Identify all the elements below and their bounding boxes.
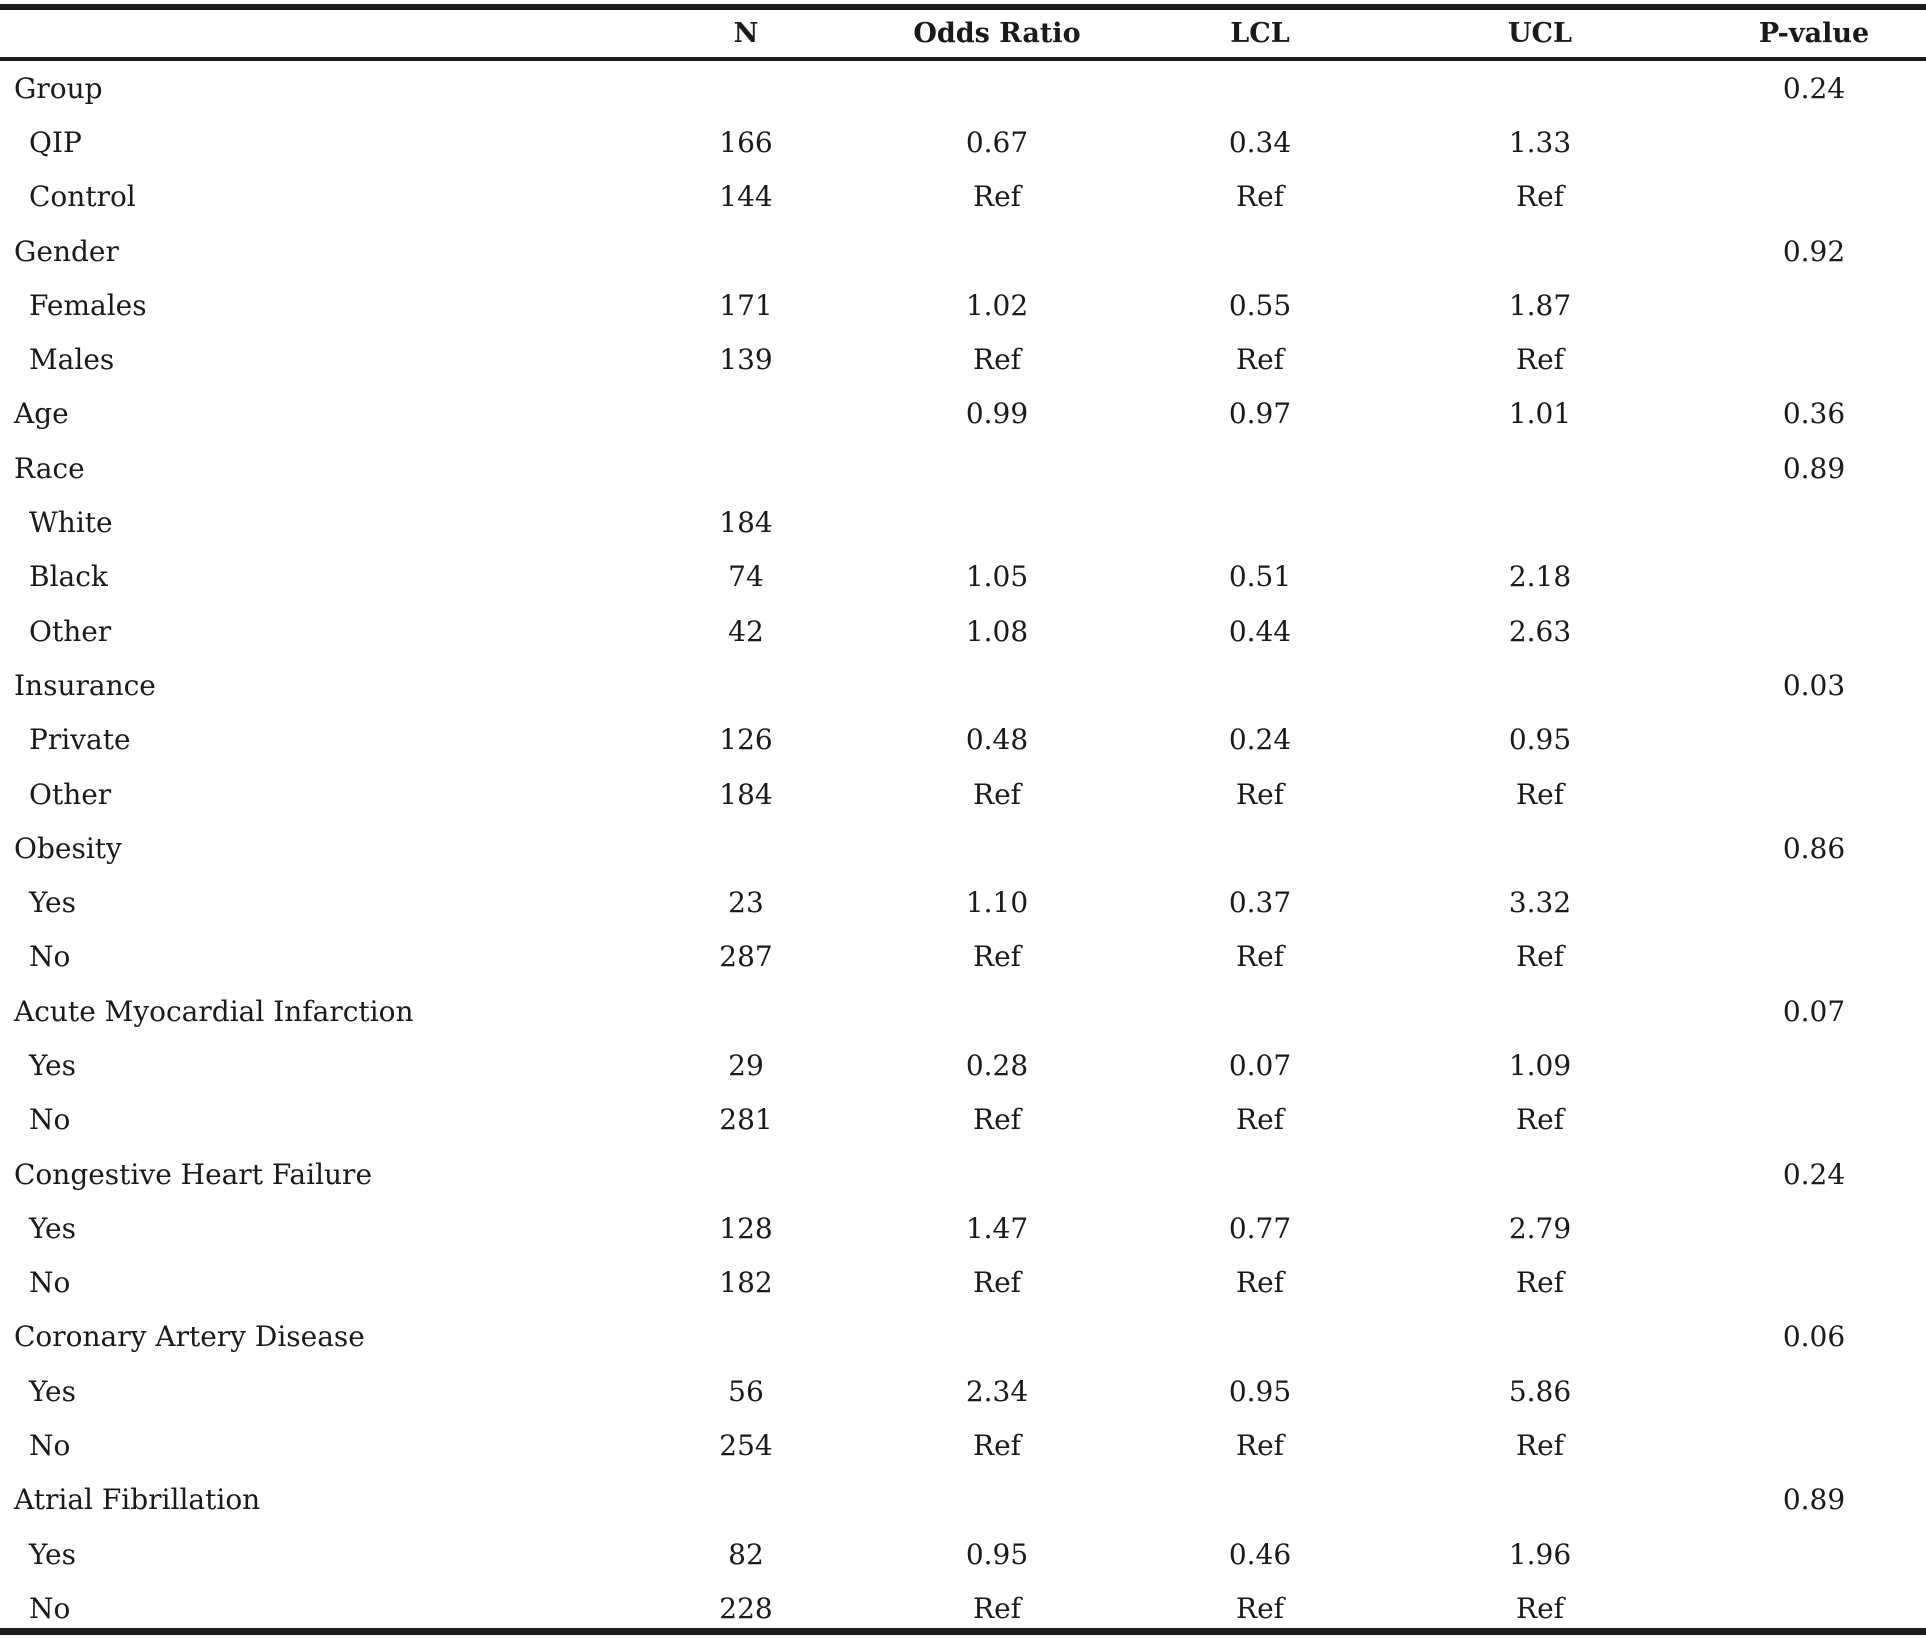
- table-row: [0, 821, 1926, 875]
- odds-ratio-cell: Ref: [972, 1429, 1021, 1463]
- variable-cell: No: [29, 1266, 71, 1300]
- variable-cell: Yes: [29, 1211, 76, 1245]
- p-value-cell: [1702, 875, 1926, 929]
- odds-ratio-cell: [852, 658, 1142, 712]
- variable-cell: No: [29, 940, 71, 974]
- n-cell: 287: [719, 940, 773, 974]
- header-n: N: [733, 18, 759, 49]
- ucl-cell: Ref: [1515, 1429, 1564, 1463]
- n-cell: 128: [719, 1211, 773, 1245]
- table-row: [0, 1418, 1926, 1472]
- variable-cell: Acute Myocardial Infarction: [14, 994, 414, 1028]
- lcl-cell: 0.37: [1228, 886, 1292, 920]
- lcl-cell: [1142, 984, 1378, 1038]
- ucl-cell: 2.79: [1508, 1211, 1572, 1245]
- table-row: [0, 1201, 1926, 1255]
- lcl-cell: 0.95: [1228, 1374, 1292, 1408]
- odds-ratio-cell: [852, 57, 1142, 115]
- odds-ratio-cell: 1.08: [965, 614, 1029, 648]
- p-value-cell: 0.36: [1782, 397, 1846, 431]
- n-cell: 82: [728, 1537, 764, 1571]
- variable-cell: Age: [14, 397, 69, 431]
- table-row: [0, 875, 1926, 929]
- lcl-cell: Ref: [1235, 1103, 1284, 1137]
- variable-cell: Yes: [29, 1048, 76, 1082]
- p-value-cell: [1702, 115, 1926, 169]
- n-cell: [640, 441, 852, 495]
- table-row: [0, 1473, 1926, 1527]
- variable-cell: White: [29, 506, 113, 540]
- odds-ratio-cell: 1.02: [965, 288, 1029, 322]
- odds-ratio-cell: [852, 821, 1142, 875]
- variable-cell: Yes: [29, 1374, 76, 1408]
- p-value-cell: [1702, 332, 1926, 386]
- n-cell: 182: [719, 1266, 773, 1300]
- header-lcl: LCL: [1230, 18, 1290, 49]
- variable-cell: Insurance: [14, 668, 156, 702]
- variable-cell: Private: [29, 723, 131, 757]
- table-row: [0, 441, 1926, 495]
- lcl-cell: 0.55: [1228, 288, 1292, 322]
- lcl-cell: 0.34: [1228, 125, 1292, 159]
- n-cell: 281: [719, 1103, 773, 1137]
- lcl-cell: 0.46: [1228, 1537, 1292, 1571]
- ucl-cell: [1378, 821, 1702, 875]
- ucl-cell: Ref: [1515, 940, 1564, 974]
- lcl-cell: Ref: [1235, 1591, 1284, 1625]
- variable-cell: No: [29, 1103, 71, 1137]
- lcl-cell: 0.44: [1228, 614, 1292, 648]
- p-value-cell: [1702, 278, 1926, 332]
- odds-ratio-cell: Ref: [972, 777, 1021, 811]
- p-value-cell: 0.24: [1782, 1157, 1846, 1191]
- p-value-cell: [1702, 1256, 1926, 1310]
- ucl-cell: [1378, 658, 1702, 712]
- p-value-cell: [1702, 170, 1926, 224]
- table-row: [0, 278, 1926, 332]
- ucl-cell: 1.01: [1508, 397, 1572, 431]
- n-cell: 184: [719, 777, 773, 811]
- table-row: [0, 1310, 1926, 1364]
- p-value-cell: [1702, 1527, 1926, 1581]
- variable-cell: No: [29, 1429, 71, 1463]
- p-value-cell: [1702, 604, 1926, 658]
- lcl-cell: Ref: [1235, 343, 1284, 377]
- odds-ratio-cell: [852, 1147, 1142, 1201]
- n-cell: [640, 984, 852, 1038]
- p-value-cell: [1702, 767, 1926, 821]
- table-row: [0, 170, 1926, 224]
- n-cell: 184: [719, 506, 773, 540]
- variable-cell: Yes: [29, 886, 76, 920]
- ucl-cell: 2.63: [1508, 614, 1572, 648]
- p-value-cell: 0.07: [1782, 994, 1846, 1028]
- ucl-cell: [1378, 495, 1702, 549]
- lcl-cell: [1142, 1473, 1378, 1527]
- p-value-cell: [1702, 1038, 1926, 1092]
- table-row: [0, 1093, 1926, 1147]
- lcl-cell: Ref: [1235, 777, 1284, 811]
- lcl-cell: [1142, 821, 1378, 875]
- table-row: [0, 713, 1926, 767]
- table-row: [0, 115, 1926, 169]
- variable-cell: Group: [14, 71, 103, 105]
- n-cell: 74: [728, 560, 764, 594]
- odds-ratio-table: [0, 10, 1926, 1636]
- ucl-cell: 5.86: [1508, 1374, 1572, 1408]
- lcl-cell: Ref: [1235, 940, 1284, 974]
- ucl-cell: 2.18: [1508, 560, 1572, 594]
- variable-cell: Other: [29, 614, 112, 648]
- ucl-cell: [1378, 1310, 1702, 1364]
- odds-ratio-cell: [852, 1473, 1142, 1527]
- p-value-cell: [1702, 495, 1926, 549]
- n-cell: 139: [719, 343, 773, 377]
- ucl-cell: 1.09: [1508, 1048, 1572, 1082]
- p-value-cell: 0.03: [1782, 668, 1846, 702]
- ucl-cell: [1378, 1147, 1702, 1201]
- ucl-cell: 3.32: [1508, 886, 1572, 920]
- lcl-cell: 0.07: [1228, 1048, 1292, 1082]
- n-cell: 166: [719, 125, 773, 159]
- odds-ratio-cell: 0.48: [965, 723, 1029, 757]
- table-row: [0, 984, 1926, 1038]
- odds-ratio-cell: 1.47: [965, 1211, 1029, 1245]
- variable-cell: Atrial Fibrillation: [14, 1483, 261, 1517]
- variable-cell: Females: [29, 288, 147, 322]
- table-bottom-rule: [0, 1628, 1926, 1635]
- ucl-cell: Ref: [1515, 1591, 1564, 1625]
- header-ucl: UCL: [1507, 18, 1573, 49]
- n-cell: 228: [719, 1591, 773, 1625]
- odds-ratio-cell: Ref: [972, 940, 1021, 974]
- lcl-cell: 0.77: [1228, 1211, 1292, 1245]
- ucl-cell: Ref: [1515, 1266, 1564, 1300]
- lcl-cell: [1142, 495, 1378, 549]
- lcl-cell: [1142, 224, 1378, 278]
- odds-ratio-cell: [852, 224, 1142, 278]
- lcl-cell: Ref: [1235, 180, 1284, 214]
- odds-ratio-cell: Ref: [972, 180, 1021, 214]
- n-cell: 23: [728, 886, 764, 920]
- p-value-cell: 0.92: [1782, 234, 1846, 268]
- p-value-cell: [1702, 550, 1926, 604]
- table-row: [0, 658, 1926, 712]
- n-cell: 126: [719, 723, 773, 757]
- variable-cell: Race: [14, 451, 85, 485]
- p-value-cell: [1702, 1093, 1926, 1147]
- odds-ratio-cell: Ref: [972, 1266, 1021, 1300]
- p-value-cell: 0.89: [1782, 451, 1846, 485]
- n-cell: 254: [719, 1429, 773, 1463]
- odds-ratio-cell: 2.34: [965, 1374, 1029, 1408]
- variable-cell: No: [29, 1591, 71, 1625]
- odds-ratio-cell: Ref: [972, 343, 1021, 377]
- variable-cell: QIP: [29, 125, 82, 159]
- table-row: [0, 1364, 1926, 1418]
- table-row: [0, 1147, 1926, 1201]
- variable-cell: Gender: [14, 234, 119, 268]
- header-odds-ratio: Odds Ratio: [913, 18, 1081, 49]
- odds-ratio-cell: 1.05: [965, 560, 1029, 594]
- table-row: [0, 57, 1926, 115]
- lcl-cell: [1142, 441, 1378, 495]
- odds-ratio-cell: 0.95: [965, 1537, 1029, 1571]
- odds-ratio-cell: 1.10: [965, 886, 1029, 920]
- variable-cell: Control: [29, 180, 136, 214]
- header-p-value: P-value: [1758, 18, 1870, 49]
- ucl-cell: Ref: [1515, 1103, 1564, 1137]
- variable-cell: Congestive Heart Failure: [14, 1157, 373, 1191]
- n-cell: [640, 1310, 852, 1364]
- table-row: [0, 604, 1926, 658]
- table-row: [0, 767, 1926, 821]
- table-row: [0, 495, 1926, 549]
- ucl-cell: [1378, 441, 1702, 495]
- variable-cell: Black: [29, 560, 108, 594]
- p-value-cell: [1702, 1418, 1926, 1472]
- lcl-cell: Ref: [1235, 1429, 1284, 1463]
- ucl-cell: Ref: [1515, 777, 1564, 811]
- odds-ratio-cell: [852, 495, 1142, 549]
- n-cell: [640, 1473, 852, 1527]
- ucl-cell: 0.95: [1508, 723, 1572, 757]
- table-body: [0, 57, 1926, 1636]
- lcl-cell: [1142, 658, 1378, 712]
- lcl-cell: [1142, 1310, 1378, 1364]
- p-value-cell: 0.86: [1782, 831, 1846, 865]
- variable-cell: Males: [29, 343, 115, 377]
- header-variable: [0, 10, 640, 57]
- lcl-cell: 0.51: [1228, 560, 1292, 594]
- odds-ratio-cell: Ref: [972, 1103, 1021, 1137]
- table-row: [0, 550, 1926, 604]
- lcl-cell: [1142, 1147, 1378, 1201]
- lcl-cell: [1142, 57, 1378, 115]
- odds-ratio-cell: 0.99: [965, 397, 1029, 431]
- lcl-cell: 0.24: [1228, 723, 1292, 757]
- table-row: [0, 332, 1926, 386]
- table-row: [0, 224, 1926, 278]
- lcl-cell: Ref: [1235, 1266, 1284, 1300]
- n-cell: [640, 821, 852, 875]
- p-value-cell: [1702, 1201, 1926, 1255]
- n-cell: 144: [719, 180, 773, 214]
- ucl-cell: [1378, 57, 1702, 115]
- table-row: [0, 1256, 1926, 1310]
- n-cell: 56: [728, 1374, 764, 1408]
- odds-ratio-cell: [852, 1310, 1142, 1364]
- ucl-cell: [1378, 224, 1702, 278]
- p-value-cell: 0.89: [1782, 1483, 1846, 1517]
- p-value-cell: [1702, 1364, 1926, 1418]
- ucl-cell: 1.33: [1508, 125, 1572, 159]
- odds-ratio-cell: 0.28: [965, 1048, 1029, 1082]
- header-row: [0, 10, 1926, 57]
- variable-cell: Yes: [29, 1537, 76, 1571]
- table-row: [0, 387, 1926, 441]
- table-row: [0, 1038, 1926, 1092]
- n-cell: [640, 57, 852, 115]
- odds-ratio-cell: [852, 984, 1142, 1038]
- n-cell: 29: [728, 1048, 764, 1082]
- variable-cell: Other: [29, 777, 112, 811]
- table-row: [0, 930, 1926, 984]
- table-row: [0, 1527, 1926, 1581]
- ucl-cell: 1.96: [1508, 1537, 1572, 1571]
- variable-cell: Obesity: [14, 831, 122, 865]
- ucl-cell: 1.87: [1508, 288, 1572, 322]
- n-cell: 42: [728, 614, 764, 648]
- variable-cell: Coronary Artery Disease: [14, 1320, 365, 1354]
- ucl-cell: [1378, 1473, 1702, 1527]
- odds-ratio-cell: [852, 441, 1142, 495]
- n-cell: [640, 224, 852, 278]
- odds-ratio-cell: Ref: [972, 1591, 1021, 1625]
- ucl-cell: Ref: [1515, 180, 1564, 214]
- lcl-cell: 0.97: [1228, 397, 1292, 431]
- p-value-cell: 0.24: [1782, 71, 1846, 105]
- ucl-cell: [1378, 984, 1702, 1038]
- n-cell: [640, 658, 852, 712]
- n-cell: [640, 1147, 852, 1201]
- p-value-cell: [1702, 713, 1926, 767]
- odds-ratio-cell: 0.67: [965, 125, 1029, 159]
- p-value-cell: 0.06: [1782, 1320, 1846, 1354]
- p-value-cell: [1702, 930, 1926, 984]
- ucl-cell: Ref: [1515, 343, 1564, 377]
- n-cell: 171: [719, 288, 773, 322]
- n-cell: [640, 387, 852, 441]
